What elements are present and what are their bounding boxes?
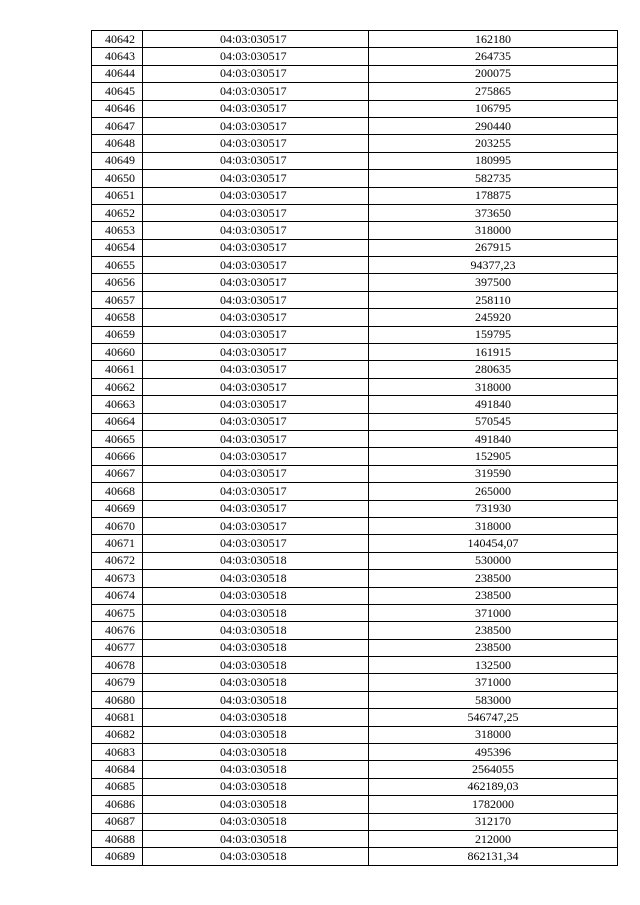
- table-row: [92, 622, 618, 639]
- table-row: [92, 135, 618, 152]
- table-row: [92, 552, 618, 569]
- code-cell: 04:03:030517: [143, 465, 369, 482]
- amount-cell: 2564055: [369, 761, 618, 778]
- code-cell: 04:03:030517: [143, 31, 369, 48]
- code-cell: 04:03:030517: [143, 483, 369, 500]
- amount-cell: 238500: [369, 570, 618, 587]
- code-cell: 04:03:030517: [143, 448, 369, 465]
- table-row: [92, 604, 618, 621]
- amount-cell: 1782000: [369, 796, 618, 813]
- table-row: [92, 830, 618, 847]
- code-cell: 04:03:030518: [143, 830, 369, 847]
- code-cell: 04:03:030518: [143, 778, 369, 795]
- amount-cell: 371000: [369, 604, 618, 621]
- row-number-cell: 40689: [92, 848, 143, 865]
- table-row: [92, 674, 618, 691]
- amount-cell: 267915: [369, 239, 618, 256]
- code-cell: 04:03:030517: [143, 517, 369, 534]
- table-row: [92, 257, 618, 274]
- code-cell: 04:03:030517: [143, 100, 369, 117]
- table-row: [92, 709, 618, 726]
- table-row: [92, 413, 618, 430]
- row-number-cell: 40668: [92, 483, 143, 500]
- row-number-cell: 40656: [92, 274, 143, 291]
- table-row: [92, 448, 618, 465]
- table-row: [92, 100, 618, 117]
- amount-cell: 570545: [369, 413, 618, 430]
- row-number-cell: 40652: [92, 204, 143, 221]
- row-number-cell: 40664: [92, 413, 143, 430]
- code-cell: 04:03:030517: [143, 204, 369, 221]
- row-number-cell: 40661: [92, 361, 143, 378]
- row-number-cell: 40643: [92, 48, 143, 65]
- row-number-cell: 40651: [92, 187, 143, 204]
- amount-cell: 264735: [369, 48, 618, 65]
- code-cell: 04:03:030517: [143, 222, 369, 239]
- code-cell: 04:03:030517: [143, 430, 369, 447]
- row-number-cell: 40683: [92, 744, 143, 761]
- table-row: [92, 378, 618, 395]
- amount-cell: 238500: [369, 587, 618, 604]
- amount-cell: 106795: [369, 100, 618, 117]
- row-number-cell: 40644: [92, 65, 143, 82]
- table-row: [92, 848, 618, 865]
- code-cell: 04:03:030517: [143, 239, 369, 256]
- row-number-cell: 40665: [92, 430, 143, 447]
- row-number-cell: 40663: [92, 396, 143, 413]
- row-number-cell: 40682: [92, 726, 143, 743]
- row-number-cell: 40660: [92, 344, 143, 361]
- amount-cell: 140454,07: [369, 535, 618, 552]
- amount-cell: 265000: [369, 483, 618, 500]
- amount-cell: 162180: [369, 31, 618, 48]
- code-cell: 04:03:030517: [143, 83, 369, 100]
- code-cell: 04:03:030518: [143, 796, 369, 813]
- row-number-cell: 40658: [92, 309, 143, 326]
- amount-cell: 495396: [369, 744, 618, 761]
- row-number-cell: 40674: [92, 587, 143, 604]
- row-number-cell: 40671: [92, 535, 143, 552]
- row-number-cell: 40675: [92, 604, 143, 621]
- table-row: [92, 344, 618, 361]
- table-row: [92, 48, 618, 65]
- row-number-cell: 40645: [92, 83, 143, 100]
- code-cell: 04:03:030518: [143, 622, 369, 639]
- row-number-cell: 40676: [92, 622, 143, 639]
- code-cell: 04:03:030518: [143, 691, 369, 708]
- table-row: [92, 152, 618, 169]
- amount-cell: 582735: [369, 170, 618, 187]
- amount-cell: 238500: [369, 622, 618, 639]
- code-cell: 04:03:030518: [143, 848, 369, 865]
- amount-cell: 862131,34: [369, 848, 618, 865]
- code-cell: 04:03:030518: [143, 639, 369, 656]
- code-cell: 04:03:030517: [143, 326, 369, 343]
- code-cell: 04:03:030518: [143, 570, 369, 587]
- amount-cell: 318000: [369, 378, 618, 395]
- row-number-cell: 40646: [92, 100, 143, 117]
- table-row: [92, 483, 618, 500]
- table-row: [92, 587, 618, 604]
- table-row: [92, 361, 618, 378]
- amount-cell: 200075: [369, 65, 618, 82]
- code-cell: 04:03:030517: [143, 152, 369, 169]
- amount-cell: 159795: [369, 326, 618, 343]
- row-number-cell: 40649: [92, 152, 143, 169]
- row-number-cell: 40687: [92, 813, 143, 830]
- code-cell: 04:03:030517: [143, 309, 369, 326]
- table-row: [92, 239, 618, 256]
- row-number-cell: 40667: [92, 465, 143, 482]
- table-row: [92, 170, 618, 187]
- code-cell: 04:03:030518: [143, 709, 369, 726]
- code-cell: 04:03:030517: [143, 48, 369, 65]
- code-cell: 04:03:030518: [143, 761, 369, 778]
- table-body: [92, 31, 618, 866]
- table-row: [92, 778, 618, 795]
- amount-cell: 491840: [369, 430, 618, 447]
- amount-cell: 318000: [369, 517, 618, 534]
- table-row: [92, 274, 618, 291]
- table-row: [92, 31, 618, 48]
- code-cell: 04:03:030517: [143, 396, 369, 413]
- table-row: [92, 430, 618, 447]
- row-number-cell: 40681: [92, 709, 143, 726]
- code-cell: 04:03:030517: [143, 413, 369, 430]
- code-cell: 04:03:030518: [143, 674, 369, 691]
- code-cell: 04:03:030517: [143, 500, 369, 517]
- table-row: [92, 187, 618, 204]
- row-number-cell: 40642: [92, 31, 143, 48]
- amount-cell: 583000: [369, 691, 618, 708]
- row-number-cell: 40672: [92, 552, 143, 569]
- table-row: [92, 83, 618, 100]
- amount-cell: 731930: [369, 500, 618, 517]
- code-cell: 04:03:030517: [143, 65, 369, 82]
- amount-cell: 212000: [369, 830, 618, 847]
- row-number-cell: 40670: [92, 517, 143, 534]
- amount-cell: 180995: [369, 152, 618, 169]
- amount-cell: 318000: [369, 222, 618, 239]
- amount-cell: 462189,03: [369, 778, 618, 795]
- row-number-cell: 40688: [92, 830, 143, 847]
- amount-cell: 94377,23: [369, 257, 618, 274]
- amount-cell: 275865: [369, 83, 618, 100]
- row-number-cell: 40654: [92, 239, 143, 256]
- amount-cell: 491840: [369, 396, 618, 413]
- amount-cell: 397500: [369, 274, 618, 291]
- table-row: [92, 796, 618, 813]
- code-cell: 04:03:030518: [143, 726, 369, 743]
- row-number-cell: 40678: [92, 657, 143, 674]
- amount-cell: 371000: [369, 674, 618, 691]
- table-row: [92, 813, 618, 830]
- amount-cell: 152905: [369, 448, 618, 465]
- code-cell: 04:03:030518: [143, 657, 369, 674]
- code-cell: 04:03:030517: [143, 535, 369, 552]
- table-row: [92, 570, 618, 587]
- table-row: [92, 117, 618, 134]
- row-number-cell: 40659: [92, 326, 143, 343]
- table-row: [92, 744, 618, 761]
- code-cell: 04:03:030518: [143, 744, 369, 761]
- table-row: [92, 65, 618, 82]
- amount-cell: 132500: [369, 657, 618, 674]
- code-cell: 04:03:030517: [143, 378, 369, 395]
- table-row: [92, 222, 618, 239]
- row-number-cell: 40653: [92, 222, 143, 239]
- table-row: [92, 500, 618, 517]
- amount-cell: 290440: [369, 117, 618, 134]
- row-number-cell: 40662: [92, 378, 143, 395]
- code-cell: 04:03:030518: [143, 552, 369, 569]
- amount-cell: 178875: [369, 187, 618, 204]
- code-cell: 04:03:030517: [143, 344, 369, 361]
- row-number-cell: 40669: [92, 500, 143, 517]
- table-row: [92, 309, 618, 326]
- amount-cell: 245920: [369, 309, 618, 326]
- code-cell: 04:03:030517: [143, 135, 369, 152]
- table-row: [92, 535, 618, 552]
- row-number-cell: 40666: [92, 448, 143, 465]
- amount-cell: 280635: [369, 361, 618, 378]
- amount-cell: 258110: [369, 291, 618, 308]
- amount-cell: 318000: [369, 726, 618, 743]
- row-number-cell: 40685: [92, 778, 143, 795]
- row-number-cell: 40684: [92, 761, 143, 778]
- data-table: [91, 30, 618, 866]
- table-row: [92, 726, 618, 743]
- table-row: [92, 639, 618, 656]
- row-number-cell: 40679: [92, 674, 143, 691]
- row-number-cell: 40650: [92, 170, 143, 187]
- row-number-cell: 40686: [92, 796, 143, 813]
- row-number-cell: 40657: [92, 291, 143, 308]
- amount-cell: 530000: [369, 552, 618, 569]
- row-number-cell: 40673: [92, 570, 143, 587]
- code-cell: 04:03:030517: [143, 170, 369, 187]
- table-row: [92, 291, 618, 308]
- table-row: [92, 517, 618, 534]
- amount-cell: 203255: [369, 135, 618, 152]
- code-cell: 04:03:030518: [143, 604, 369, 621]
- code-cell: 04:03:030517: [143, 361, 369, 378]
- code-cell: 04:03:030517: [143, 291, 369, 308]
- table-row: [92, 465, 618, 482]
- code-cell: 04:03:030517: [143, 117, 369, 134]
- amount-cell: 238500: [369, 639, 618, 656]
- code-cell: 04:03:030518: [143, 813, 369, 830]
- table-row: [92, 204, 618, 221]
- row-number-cell: 40647: [92, 117, 143, 134]
- amount-cell: 161915: [369, 344, 618, 361]
- code-cell: 04:03:030518: [143, 587, 369, 604]
- code-cell: 04:03:030517: [143, 187, 369, 204]
- table-row: [92, 657, 618, 674]
- table-row: [92, 396, 618, 413]
- row-number-cell: 40655: [92, 257, 143, 274]
- table-row: [92, 326, 618, 343]
- amount-cell: 312170: [369, 813, 618, 830]
- code-cell: 04:03:030517: [143, 257, 369, 274]
- amount-cell: 319590: [369, 465, 618, 482]
- amount-cell: 373650: [369, 204, 618, 221]
- row-number-cell: 40648: [92, 135, 143, 152]
- table-row: [92, 761, 618, 778]
- amount-cell: 546747,25: [369, 709, 618, 726]
- table-row: [92, 691, 618, 708]
- code-cell: 04:03:030517: [143, 274, 369, 291]
- row-number-cell: 40680: [92, 691, 143, 708]
- row-number-cell: 40677: [92, 639, 143, 656]
